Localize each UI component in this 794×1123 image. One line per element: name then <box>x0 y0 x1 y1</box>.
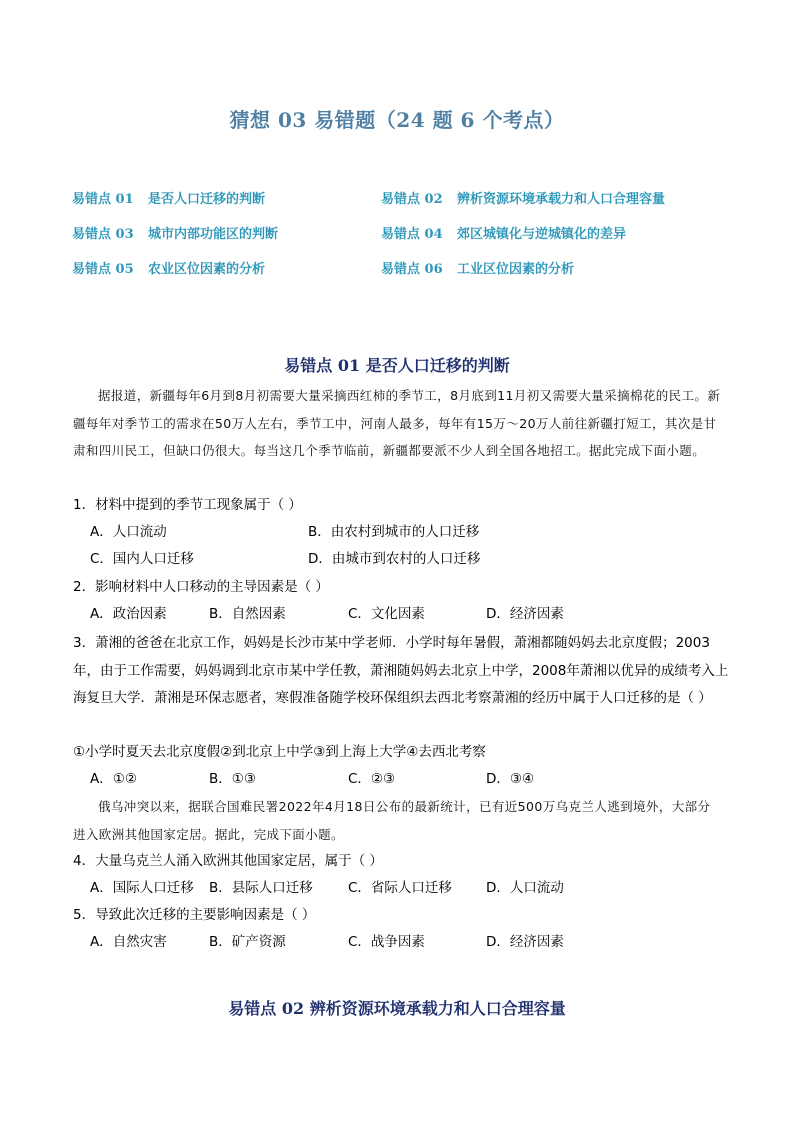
toc-text: 工业区位因素的分析 <box>457 262 575 277</box>
option-a[interactable]: A．自然灾害 <box>90 934 167 950</box>
toc-row <box>72 188 732 223</box>
option-b[interactable]: B．①③ <box>209 771 256 787</box>
question-1-options-row-2 <box>90 547 730 574</box>
option-d[interactable]: D．人口流动 <box>486 880 564 896</box>
option-a[interactable]: A．政治因素 <box>90 606 167 622</box>
question-2-stem: 2．影响材料中人口移动的主导因素是（ ） <box>73 579 329 595</box>
question-3-stem: 3．萧湘的爸爸在北京工作，妈妈是长沙市某中学老师．小学时每年暑假，萧湘都随妈妈去北京度假；2003年，由于工作需要，妈妈调到北京市某中学任教，萧湘随妈妈去北京上中学，2008年萧湘以优异的成绩考入上海复旦大学．萧湘是环保志愿者，寒假准备随学校环保组织去西北考察萧湘的经历中属于人口迁移的是（ ） <box>73 635 729 706</box>
toc-text: 城市内部功能区的判断 <box>148 227 279 242</box>
toc-number: 易错点 06 <box>381 262 443 277</box>
question-2-options <box>90 602 730 629</box>
option-b[interactable]: B．自然因素 <box>209 606 286 622</box>
question-1-stem: 1．材料中提到的季节工现象属于（ ） <box>73 497 302 513</box>
toc-number: 易错点 05 <box>72 262 134 277</box>
toc-text: 辨析资源环境承载力和人口合理容量 <box>457 192 666 207</box>
option-a[interactable]: A．①② <box>90 771 137 787</box>
passage-1: 据报道，新疆每年6月到8月初需要大量采摘西红柿的季节工，8月底到11月初又需要大量采摘棉花的民工。新疆每年对季节工的需求在50万人左右，季节工中，河南人最多，每年有15万～20万人前往新疆打短工，其次是甘肃和四川民工，但缺口仍很大。每当这几个季节临前，新疆都要派不少人到全国各地招工。据此完成下面小题。 <box>73 388 721 458</box>
option-d[interactable]: D．经济因素 <box>486 934 564 950</box>
toc-number: 易错点 02 <box>381 192 443 207</box>
option-d[interactable]: D．经济因素 <box>486 606 564 622</box>
table-of-contents <box>72 188 732 293</box>
toc-row <box>72 258 732 293</box>
question-1-options-row-1 <box>90 520 730 547</box>
option-a[interactable]: A．人口流动 <box>90 524 167 540</box>
option-b[interactable]: B．由农村到城市的人口迁移 <box>308 524 480 540</box>
option-c[interactable]: C．战争因素 <box>348 934 425 950</box>
question-4-options <box>90 876 730 903</box>
option-d[interactable]: D．③④ <box>486 771 535 787</box>
question-3-items: ①小学时夏天去北京度假②到北京上中学③到上海上大学④去西北考察 <box>73 744 486 760</box>
page-title: 猜想 03 易错题（24 题 6 个考点） <box>229 108 565 132</box>
option-c[interactable]: C．②③ <box>348 771 396 787</box>
option-d[interactable]: D．由城市到农村的人口迁移 <box>308 551 481 567</box>
section-heading-02: 易错点 02 辨析资源环境承载力和人口合理容量 <box>228 999 566 1018</box>
toc-text: 郊区城镇化与逆城镇化的差异 <box>457 227 627 242</box>
question-5-options <box>90 930 730 957</box>
toc-number: 易错点 04 <box>381 227 443 242</box>
option-c[interactable]: C．文化因素 <box>348 606 425 622</box>
option-c[interactable]: C．省际人口迁移 <box>348 880 452 896</box>
toc-item-01[interactable] <box>72 188 265 207</box>
question-5-stem: 5．导致此次迁移的主要影响因素是（ ） <box>73 907 316 923</box>
option-b[interactable]: B．矿产资源 <box>209 934 286 950</box>
section-heading-01: 易错点 01 是否人口迁移的判断 <box>284 356 510 375</box>
option-b[interactable]: B．县际人口迁移 <box>209 880 313 896</box>
toc-number: 易错点 01 <box>72 192 134 207</box>
toc-item-05[interactable] <box>72 258 265 277</box>
toc-item-03[interactable] <box>72 223 278 242</box>
toc-text: 农业区位因素的分析 <box>148 262 266 277</box>
option-c[interactable]: C．国内人口迁移 <box>90 551 194 567</box>
question-4-stem: 4．大量乌克兰人涌入欧洲其他国家定居，属于（ ） <box>73 853 383 869</box>
toc-item-06[interactable] <box>381 258 574 277</box>
toc-row <box>72 223 732 258</box>
passage-2: 俄乌冲突以来，据联合国难民署2022年4月18日公布的最新统计，已有近500万乌克兰人逃到境外，大部分进入欧洲其他国家定居。据此，完成下面小题。 <box>73 799 711 842</box>
option-a[interactable]: A．国际人口迁移 <box>90 880 194 896</box>
toc-text: 是否人口迁移的判断 <box>148 192 266 207</box>
toc-item-02[interactable] <box>381 188 665 207</box>
toc-item-04[interactable] <box>381 223 626 242</box>
question-3-options <box>90 767 730 794</box>
toc-number: 易错点 03 <box>72 227 134 242</box>
